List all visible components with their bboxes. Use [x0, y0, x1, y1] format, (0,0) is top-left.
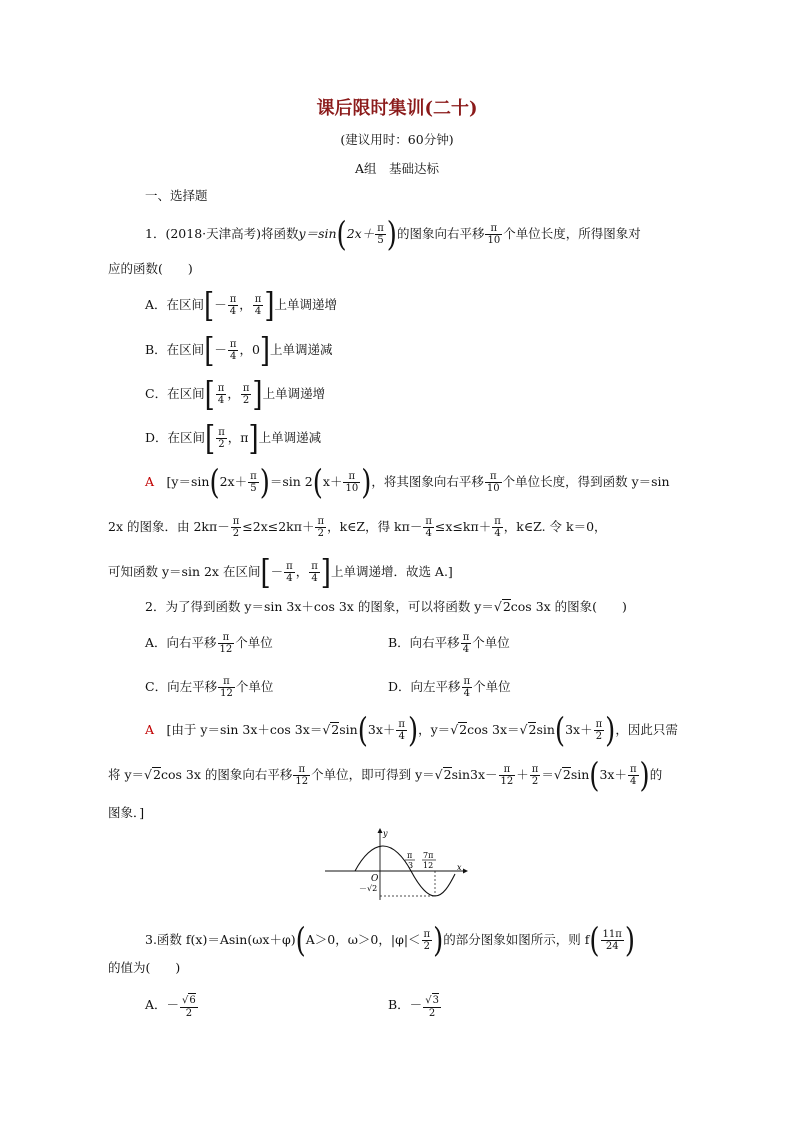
q2-answer: A: [145, 722, 155, 737]
question-3-stem: 3.函数 f(x)＝Asin(ωx＋φ)(A＞0，ω＞0，|φ|＜ $\frac{\pi}{2}$ )的部分图象如图所示，则 f( $\frac{11\pi}{24}$ ): [145, 921, 635, 960]
q1-option-a[interactable]: A．在区间[－ $\frac{\pi}{4}$ ， $\frac{\pi}{4}$ ]上单调递增: [145, 286, 338, 325]
sine-graph: [325, 826, 470, 902]
q2-solution-line1: A [由于 y＝sin 3x＋cos 3x＝√2sin(3x＋ $\frac{\pi}{4}$ )，y＝√2cos 3x＝√2sin(3x＋ $\frac{\pi}{2}$ )，因此只需: [145, 711, 678, 750]
q1-option-d[interactable]: D．在区间[ $\frac{\pi}{2}$ ，π]上单调递减: [145, 419, 322, 458]
neg-sqrt2-label: －√2: [359, 884, 378, 893]
tick2-den: 12: [423, 861, 434, 870]
tick1-den: 3: [408, 861, 414, 870]
origin-label: O: [371, 874, 379, 884]
q2-option-a[interactable]: A．向右平移 $\frac{\pi}{12}$ 个单位: [145, 632, 273, 655]
y-axis-arrow: [378, 828, 383, 833]
sqrt-icon: √: [493, 599, 502, 614]
q2-option-c[interactable]: C．向左平移 $\frac{\pi}{12}$ 个单位: [145, 676, 274, 699]
q1-option-c[interactable]: C．在区间[ $\frac{\pi}{4}$ ， $\frac{\pi}{2}$ ]上单调递增: [145, 375, 326, 414]
q1-solution-line2: 2x 的图象．由 2kπ－ $\frac{\pi}{2}$ ≤2x≤2kπ＋ $\frac{\pi}{2}$ ，k∈Z，得 kπ－ $\frac{\pi}{4}$ ≤x≤kπ＋ $\frac{\pi}{4}$ ，k∈Z. 令 k＝0，: [108, 516, 607, 539]
section-heading: 一、选择题: [145, 188, 208, 203]
fraction: $\frac{\pi}{10}$: [487, 223, 501, 246]
fraction: $\frac{\pi}{5}$: [377, 223, 384, 246]
q2-option-b[interactable]: B．向右平移 $\frac{\pi}{4}$ 个单位: [388, 632, 510, 655]
question-1-stem-cont: 应的函数( ): [108, 261, 193, 276]
q3-option-b[interactable]: B．－ $\frac{√3}{2}$: [388, 994, 439, 1019]
q1-answer: A: [145, 474, 155, 489]
suggested-time: (建议用时：60分钟): [340, 132, 454, 147]
y-label: y: [383, 829, 388, 838]
tick2-num: 7π: [423, 851, 434, 860]
question-3-stem-cont: 的值为( ): [108, 960, 181, 975]
q2-solution-line3: 图象．]: [108, 805, 145, 820]
q2-solution-line2: 将 y＝√2cos 3x 的图象向右平移 $\frac{\pi}{12}$ 个单位，即可得到 y＝√2sin3x－ $\frac{\pi}{12}$ ＋ $\frac{\pi}{2}$ ＝√2sin(3x＋ $\frac{\pi}{4}$ )的: [108, 756, 663, 795]
x-axis-arrow: [463, 869, 468, 874]
question-1-stem: 1．(2018·天津高考)将函数y＝sin(2x＋ $\frac{\pi}{5}$ )的图象向右平移 $\frac{\pi}{10}$ 个单位长度，所得图象对: [145, 215, 641, 254]
x-label: x: [457, 863, 462, 872]
q3-option-a[interactable]: A．－ $\frac{√6}{2}$: [145, 994, 196, 1019]
question-2-stem: 2．为了得到函数 y＝sin 3x＋cos 3x 的图象，可以将函数 y＝√2cos 3x 的图象( ): [145, 599, 627, 614]
q2-option-d[interactable]: D．向左平移 $\frac{\pi}{4}$ 个单位: [388, 676, 511, 699]
q1-solution-line3: 可知函数 y＝sin 2x 在区间[－ $\frac{\pi}{4}$ ， $\frac{\pi}{4}$ ]上单调递增．故选 A.]: [108, 553, 453, 592]
page-title: 课后限时集训(二十): [316, 98, 478, 119]
group-heading: A组 基础达标: [354, 161, 440, 176]
q1-solution-line1: A [y＝sin(2x＋ $\frac{\pi}{5}$ )＝sin 2(x＋ $\frac{\pi}{10}$ )，将其图象向右平移 $\frac{\pi}{10}$ 个单位长度，得到函数 y＝sin: [145, 463, 670, 502]
tick1-num: π: [407, 851, 413, 860]
q1-option-b[interactable]: B．在区间[－ $\frac{\pi}{4}$ ，0]上单调递减: [145, 331, 333, 370]
